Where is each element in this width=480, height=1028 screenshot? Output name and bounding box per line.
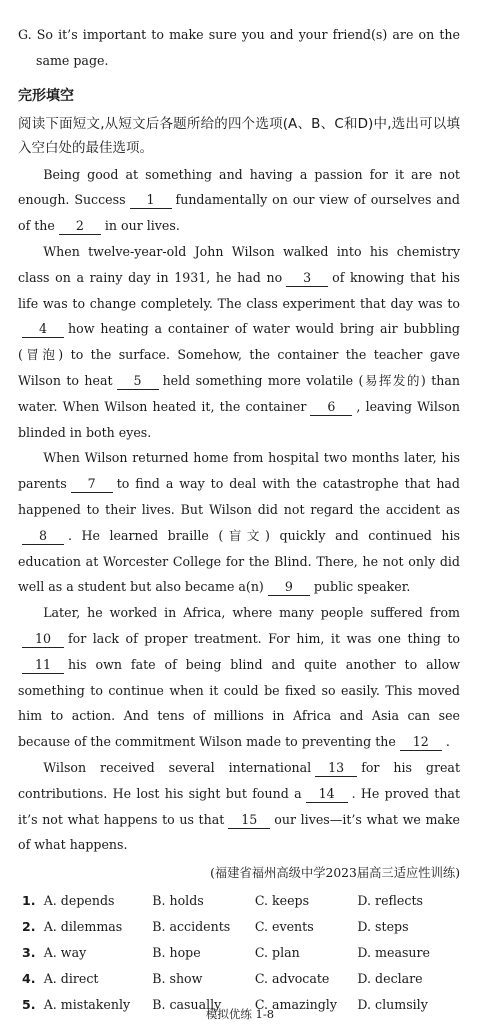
blank-15[interactable]: 15 [228, 811, 270, 829]
blank-5[interactable]: 5 [117, 372, 159, 390]
question-number: 1. [22, 893, 36, 909]
blank-1[interactable]: 1 [130, 191, 172, 209]
text: our lives—it’s what we make of what happens. [18, 811, 461, 853]
option-row-1 [18, 888, 460, 914]
text: Being good at something and having a passion for it are not enough. Success [18, 166, 460, 208]
text: Later, he worked in Africa, where many people suffered from [43, 605, 460, 621]
blank-9[interactable]: 9 [268, 578, 310, 596]
text: of knowing that his life was to change completely. The class experiment that day was to [18, 269, 460, 311]
paragraph-1 [18, 162, 460, 239]
passage [18, 162, 460, 859]
options-list [18, 888, 460, 1018]
option-d[interactable]: D. steps [357, 919, 409, 935]
page-footer: 模拟优练 1-8 [205, 1007, 275, 1021]
text: Wilson received several international [43, 759, 312, 775]
option-b[interactable]: B. casually [152, 997, 222, 1013]
blank-3[interactable]: 3 [286, 269, 328, 287]
blank-4[interactable]: 4 [22, 320, 64, 338]
blank-14[interactable]: 14 [306, 785, 348, 803]
text: in our lives. [104, 218, 180, 234]
blank-2[interactable]: 2 [59, 217, 101, 235]
paragraph-3 [18, 445, 460, 600]
option-a[interactable]: A. mistakenly [43, 997, 131, 1013]
question-number: 2. [22, 919, 36, 935]
option-c[interactable]: C. amazingly [254, 997, 337, 1013]
option-a[interactable]: A. dilemmas [43, 919, 123, 935]
text: . He proved that it’s not what happens to us that [18, 785, 461, 827]
section-title: 完形填空 [18, 87, 74, 104]
option-a[interactable]: A. direct [43, 971, 99, 987]
text: public speaker. [313, 579, 411, 595]
option-d[interactable]: D. declare [357, 971, 423, 987]
option-c[interactable]: C. advocate [254, 971, 330, 987]
option-row-4 [18, 966, 460, 992]
option-b[interactable]: B. show [152, 971, 203, 987]
blank-12[interactable]: 12 [400, 733, 442, 751]
text: how heating a container of water would bring air bubbling (冒泡) to the surface. Somehow, the container the teacher gave Wilson to heat [18, 321, 460, 388]
option-b[interactable]: B. accidents [152, 919, 231, 935]
option-b[interactable]: B. hope [152, 945, 201, 961]
text: When twelve-year-old John Wilson walked into his chemistry class on a rainy day in 1931, he had no [18, 243, 460, 285]
text: . [445, 734, 450, 750]
text: , leaving Wilson blinded in both eyes. [18, 398, 460, 440]
text: When Wilson returned home from hospital two months later, his parents [18, 450, 460, 492]
option-d[interactable]: D. clumsily [357, 997, 428, 1013]
blank-6[interactable]: 6 [310, 398, 352, 416]
option-a[interactable]: A. depends [43, 893, 115, 909]
text: held something more volatile (易挥发的) than water. When Wilson heated it, the container [18, 372, 461, 414]
paragraph-4 [18, 600, 460, 755]
paragraph-5 [18, 755, 460, 858]
option-d[interactable]: D. measure [357, 945, 431, 961]
option-row-3 [18, 940, 460, 966]
instructions: 阅读下面短文,从短文后各题所给的四个选项(A、B、C和D)中,选出可以填入空白处的最佳选项。 [18, 115, 460, 156]
option-c[interactable]: C. events [254, 919, 314, 935]
option-row-2 [18, 914, 460, 940]
text: fundamentally on our view of ourselves and of the [18, 192, 460, 234]
option-b[interactable]: B. holds [152, 893, 204, 909]
text: for his great contributions. He lost his sight but found a [18, 759, 461, 801]
source-note: (福建省福州高级中学2023届高三适应性训练) [210, 866, 460, 881]
blank-13[interactable]: 13 [315, 759, 357, 777]
question-number: 5. [22, 997, 36, 1013]
question-number: 3. [22, 945, 36, 961]
blank-10[interactable]: 10 [22, 630, 64, 648]
option-c[interactable]: C. keeps [254, 893, 310, 909]
option-a[interactable]: A. way [43, 945, 87, 961]
option-d[interactable]: D. reflects [357, 893, 423, 909]
text: for lack of proper treatment. For him, it was one thing to [68, 630, 460, 646]
text: his own fate of being blind and quite another to allow something to continue when it could be fixed so easily. This moved him to action. And tens of millions in Africa and Asia can see because of the commitment Wilson made to preventing the [18, 656, 460, 750]
previous-option-g: G. So it’s important to make sure you and your friend(s) are on the same page. [18, 27, 460, 68]
question-number: 4. [22, 971, 36, 987]
blank-7[interactable]: 7 [71, 475, 113, 493]
text: . He learned braille (盲文) quickly and continued his education at Worcester College for the Blind. There, he not only did well as a student but also became a(n) [18, 527, 460, 595]
option-c[interactable]: C. plan [254, 945, 300, 961]
text: to find a way to deal with the catastrophe that had happened to their lives. But Wilson did not regard the accident as [18, 476, 460, 517]
paragraph-2 [18, 239, 460, 445]
blank-8[interactable]: 8 [22, 527, 64, 545]
blank-11[interactable]: 11 [22, 656, 64, 674]
